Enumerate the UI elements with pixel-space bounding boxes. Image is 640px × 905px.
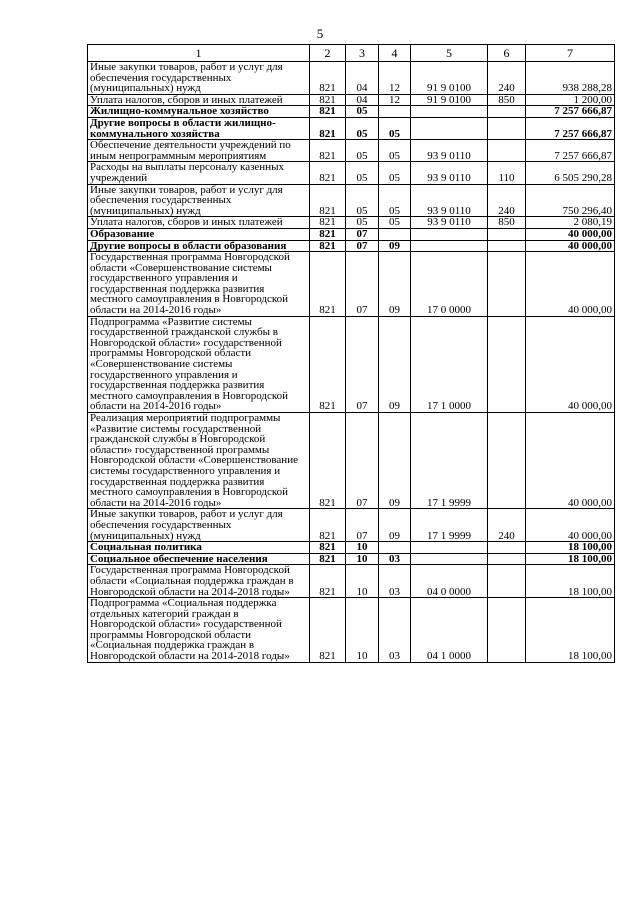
- code-expense-type: 240: [488, 62, 526, 95]
- column-header: 6: [488, 45, 526, 62]
- amount: 6 505 290,28: [526, 162, 615, 184]
- table-row: [88, 62, 615, 95]
- row-name: Жилищно-коммунальное хозяйство: [88, 106, 310, 118]
- code-expense-type: [488, 117, 526, 139]
- amount: 40 000,00: [526, 413, 615, 509]
- code-admin: 821: [310, 565, 346, 598]
- code-admin: 821: [310, 252, 346, 317]
- amount: 938 288,28: [526, 62, 615, 95]
- code-section: 05: [346, 162, 379, 184]
- row-name: Другие вопросы в области жилищно-коммунального хозяйства: [88, 117, 310, 139]
- code-admin: 821: [310, 117, 346, 139]
- code-target: 17 1 9999: [411, 509, 488, 542]
- table-row: [88, 565, 615, 598]
- table-row: [88, 228, 615, 240]
- table-row: [88, 252, 615, 317]
- code-subsection: 05: [379, 162, 411, 184]
- code-target: [411, 240, 488, 252]
- code-subsection: 09: [379, 509, 411, 542]
- row-name: Подпрограмма «Социальная поддержка отдельных категорий граждан в Новгородской области» государственной программы Новгородской области «Социальная поддержка граждан в Новгородской области на 2014-2018 годы»: [88, 598, 310, 663]
- code-subsection: 05: [379, 217, 411, 229]
- code-subsection: 05: [379, 140, 411, 162]
- column-header: 7: [526, 45, 615, 62]
- row-name: Образование: [88, 228, 310, 240]
- row-name: Обеспечение деятельности учреждений по иным непрограммным мероприятиям: [88, 140, 310, 162]
- table-row: [88, 106, 615, 118]
- code-expense-type: [488, 542, 526, 554]
- table-row: [88, 162, 615, 184]
- table-row: [88, 413, 615, 509]
- code-admin: 821: [310, 184, 346, 217]
- code-subsection: [379, 228, 411, 240]
- code-target: [411, 117, 488, 139]
- table-row: [88, 217, 615, 229]
- code-expense-type: 850: [488, 217, 526, 229]
- code-expense-type: [488, 565, 526, 598]
- code-section: 07: [346, 509, 379, 542]
- code-subsection: 09: [379, 316, 411, 412]
- code-target: 17 1 0000: [411, 316, 488, 412]
- code-section: 10: [346, 565, 379, 598]
- code-section: 07: [346, 413, 379, 509]
- table-row: [88, 94, 615, 106]
- code-target: 17 0 0000: [411, 252, 488, 317]
- row-name: Подпрограмма «Развитие системы государственной гражданской службы в Новгородской области» государственной программы Новгородской области «Совершенствование системы государственного управления и государственная поддержка развития местного самоуправления в Новгородской области на 2014-2016 годы»: [88, 316, 310, 412]
- code-section: 05: [346, 106, 379, 118]
- amount: 7 257 666,87: [526, 106, 615, 118]
- code-target: 93 9 0110: [411, 140, 488, 162]
- table-row: [88, 509, 615, 542]
- table-row: [88, 117, 615, 139]
- code-admin: 821: [310, 94, 346, 106]
- amount: 2 080,19: [526, 217, 615, 229]
- code-section: 10: [346, 598, 379, 663]
- code-expense-type: 240: [488, 509, 526, 542]
- code-subsection: 09: [379, 252, 411, 317]
- code-admin: 821: [310, 316, 346, 412]
- code-expense-type: [488, 252, 526, 317]
- amount: 1 200,00: [526, 94, 615, 106]
- code-section: 04: [346, 62, 379, 95]
- code-section: 07: [346, 228, 379, 240]
- row-name: Иные закупки товаров, работ и услуг для обеспечения государственных (муниципальных) нужд: [88, 62, 310, 95]
- code-subsection: 09: [379, 413, 411, 509]
- budget-table: [87, 44, 615, 663]
- amount: 40 000,00: [526, 316, 615, 412]
- table-header-row: [88, 45, 615, 62]
- code-subsection: 05: [379, 117, 411, 139]
- code-section: 04: [346, 94, 379, 106]
- row-name: Государственная программа Новгородской области «Социальная поддержка граждан в Новгородской области на 2014-2018 годы»: [88, 565, 310, 598]
- code-target: [411, 106, 488, 118]
- code-admin: 821: [310, 509, 346, 542]
- code-admin: 821: [310, 240, 346, 252]
- code-target: 93 9 0110: [411, 162, 488, 184]
- code-subsection: 09: [379, 240, 411, 252]
- code-admin: 821: [310, 106, 346, 118]
- table-row: [88, 553, 615, 565]
- code-admin: 821: [310, 162, 346, 184]
- code-expense-type: [488, 413, 526, 509]
- table-row: [88, 240, 615, 252]
- row-name: Реализация мероприятий подпрограммы «Развитие системы государственной гражданской службы в Новгородской области» государственной программы Новгородской области «Совершенствование системы государственного управления и государственная поддержка развития местного самоуправления в Новгородской области на 2014-2016 годы»: [88, 413, 310, 509]
- table-row: [88, 316, 615, 412]
- code-section: 05: [346, 217, 379, 229]
- column-header: 1: [88, 45, 310, 62]
- row-name: Иные закупки товаров, работ и услуг для обеспечения государственных (муниципальных) нужд: [88, 184, 310, 217]
- code-expense-type: [488, 553, 526, 565]
- page-number: 5: [316, 26, 324, 41]
- column-header: 3: [346, 45, 379, 62]
- code-section: 10: [346, 542, 379, 554]
- code-target: 17 1 9999: [411, 413, 488, 509]
- amount: 7 257 666,87: [526, 140, 615, 162]
- amount: 18 100,00: [526, 553, 615, 565]
- amount: 40 000,00: [526, 240, 615, 252]
- code-subsection: 12: [379, 94, 411, 106]
- code-subsection: 05: [379, 184, 411, 217]
- row-name: Иные закупки товаров, работ и услуг для обеспечения государственных (муниципальных) нужд: [88, 509, 310, 542]
- code-expense-type: [488, 598, 526, 663]
- code-section: 05: [346, 117, 379, 139]
- code-expense-type: [488, 240, 526, 252]
- code-section: 07: [346, 316, 379, 412]
- row-name: Расходы на выплаты персоналу казенных учреждений: [88, 162, 310, 184]
- code-section: 07: [346, 252, 379, 317]
- code-admin: 821: [310, 217, 346, 229]
- amount: 18 100,00: [526, 598, 615, 663]
- code-subsection: 03: [379, 553, 411, 565]
- code-section: 05: [346, 140, 379, 162]
- code-target: 04 0 0000: [411, 565, 488, 598]
- column-header: 2: [310, 45, 346, 62]
- code-target: [411, 228, 488, 240]
- code-expense-type: [488, 228, 526, 240]
- table-row: [88, 542, 615, 554]
- amount: 40 000,00: [526, 509, 615, 542]
- code-subsection: 03: [379, 598, 411, 663]
- code-section: 05: [346, 184, 379, 217]
- code-admin: 821: [310, 62, 346, 95]
- row-name: Социальная политика: [88, 542, 310, 554]
- amount: 40 000,00: [526, 228, 615, 240]
- code-expense-type: [488, 140, 526, 162]
- amount: 18 100,00: [526, 542, 615, 554]
- code-admin: 821: [310, 228, 346, 240]
- code-subsection: 03: [379, 565, 411, 598]
- column-header: 5: [411, 45, 488, 62]
- code-admin: 821: [310, 553, 346, 565]
- code-target: 91 9 0100: [411, 62, 488, 95]
- amount: 750 296,40: [526, 184, 615, 217]
- code-admin: 821: [310, 542, 346, 554]
- code-expense-type: 110: [488, 162, 526, 184]
- code-section: 10: [346, 553, 379, 565]
- code-subsection: 12: [379, 62, 411, 95]
- code-target: 04 1 0000: [411, 598, 488, 663]
- code-target: 91 9 0100: [411, 94, 488, 106]
- code-subsection: [379, 106, 411, 118]
- amount: 7 257 666,87: [526, 117, 615, 139]
- code-subsection: [379, 542, 411, 554]
- code-expense-type: 850: [488, 94, 526, 106]
- row-name: Социальное обеспечение населения: [88, 553, 310, 565]
- code-admin: 821: [310, 413, 346, 509]
- amount: 18 100,00: [526, 565, 615, 598]
- table-row: [88, 598, 615, 663]
- table-row: [88, 140, 615, 162]
- row-name: Государственная программа Новгородской области «Совершенствование системы государственного управления и государственная поддержка развития местного самоуправления в Новгородской области на 2014-2016 годы»: [88, 252, 310, 317]
- row-name: Другие вопросы в области образования: [88, 240, 310, 252]
- code-expense-type: 240: [488, 184, 526, 217]
- table-body: [88, 62, 615, 663]
- code-target: [411, 542, 488, 554]
- code-admin: 821: [310, 140, 346, 162]
- code-expense-type: [488, 106, 526, 118]
- table-row: [88, 184, 615, 217]
- code-target: [411, 553, 488, 565]
- column-header: 4: [379, 45, 411, 62]
- code-target: 93 9 0110: [411, 217, 488, 229]
- code-expense-type: [488, 316, 526, 412]
- code-section: 07: [346, 240, 379, 252]
- amount: 40 000,00: [526, 252, 615, 317]
- code-target: 93 9 0110: [411, 184, 488, 217]
- row-name: Уплата налогов, сборов и иных платежей: [88, 217, 310, 229]
- row-name: Уплата налогов, сборов и иных платежей: [88, 94, 310, 106]
- code-admin: 821: [310, 598, 346, 663]
